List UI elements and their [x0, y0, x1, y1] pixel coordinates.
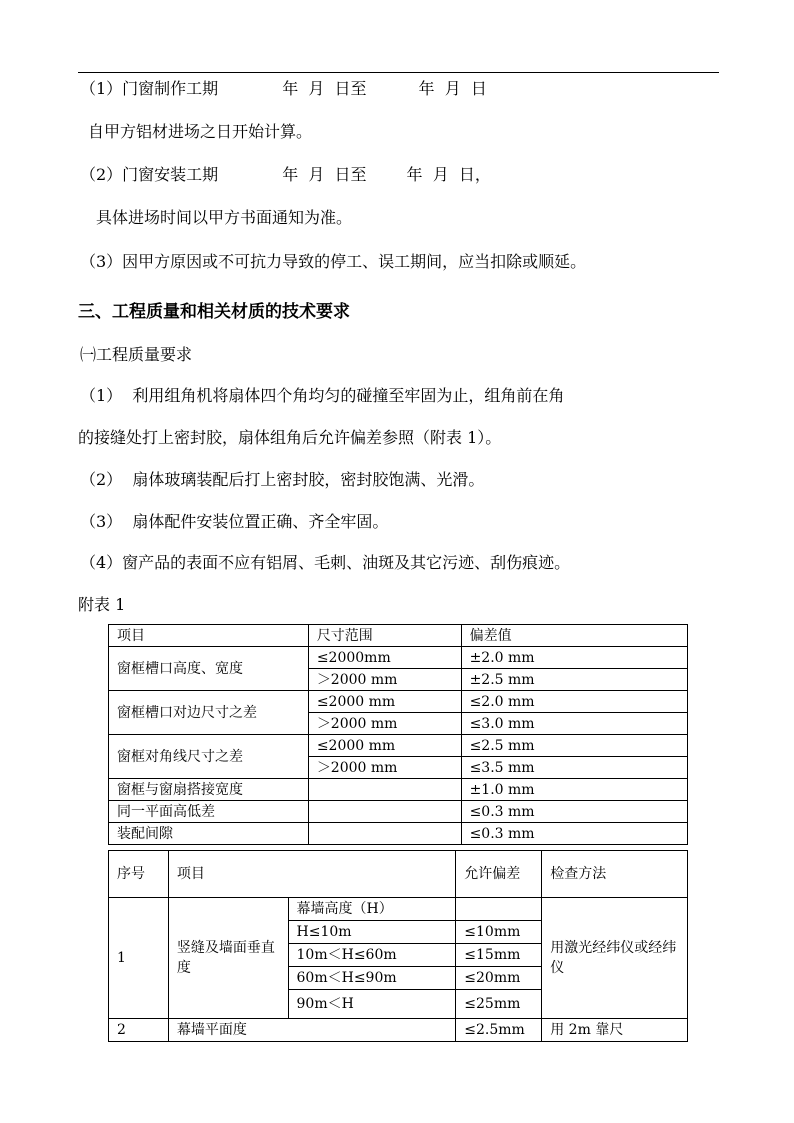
- date-from: 年 月 日至: [282, 79, 367, 98]
- subsection-heading: ㈠工程质量要求: [80, 345, 193, 364]
- date-to: 年 月 日: [418, 79, 487, 98]
- paragraph: （3）因甲方原因或不可抗力导致的停工、误工期间，应当扣除或顺延。: [80, 252, 587, 271]
- table-cell-range: 10m＜H≤60m: [288, 944, 456, 967]
- table-cell-empty: [456, 898, 542, 921]
- tolerance-table-1: [108, 624, 688, 845]
- table-cell-range: 90m＜H: [288, 990, 456, 1019]
- schedule-line-2: [80, 165, 491, 185]
- table-header-cell: 项目: [168, 851, 455, 898]
- date-to: 年 月 日，: [406, 165, 491, 184]
- table-cell-item: 竖缝及墙面垂直度: [168, 898, 288, 1019]
- table-cell-range: ＞2000 mm: [308, 669, 461, 691]
- table-cell-value: ≤2.0 mm: [461, 691, 687, 713]
- table-header-cell: 项目: [109, 625, 309, 647]
- table-header-cell: 序号: [109, 851, 169, 898]
- table-cell-range: [308, 823, 461, 845]
- paragraph: 具体进场时间以甲方书面通知为准。: [96, 208, 353, 227]
- table-cell-item: 窗框槽口对边尺寸之差: [109, 691, 309, 735]
- table-cell-tolerance: ≤25mm: [456, 990, 542, 1019]
- table-cell-subheader: 幕墙高度（H）: [288, 898, 456, 921]
- table-cell-item: 窗框与窗扇搭接宽度: [109, 779, 309, 801]
- table-row: [109, 647, 688, 669]
- tolerance-table-2: [108, 850, 688, 1042]
- header-rule: [78, 72, 719, 73]
- table-row: [109, 691, 688, 713]
- table-cell-item: 装配间隙: [109, 823, 309, 845]
- table-cell-method: 用激光经纬仪或经纬仪: [542, 898, 688, 1019]
- table-cell-tolerance: ≤10mm: [456, 921, 542, 944]
- table-cell-item: 窗框对角线尺寸之差: [109, 735, 309, 779]
- table-cell-value: ≤3.0 mm: [461, 713, 687, 735]
- table-header-cell: 检查方法: [542, 851, 688, 898]
- table-row: [109, 823, 688, 845]
- table-cell-value: ≤0.3 mm: [461, 823, 687, 845]
- table-title: 附表 1: [78, 595, 126, 614]
- table-row: [109, 898, 688, 921]
- paragraph: （4）窗产品的表面不应有铝屑、毛刺、油斑及其它污迹、刮伤痕迹。: [80, 553, 571, 572]
- table-cell-tolerance: ≤2.5mm: [456, 1019, 542, 1042]
- table-cell-range: ＞2000 mm: [308, 713, 461, 735]
- table-header-row: [109, 625, 688, 647]
- table-cell-range: [308, 779, 461, 801]
- table-row: [109, 735, 688, 757]
- table-cell-item: 窗框槽口高度、宽度: [109, 647, 309, 691]
- table-cell-range: [308, 801, 461, 823]
- table-cell-range: ≤2000 mm: [308, 691, 461, 713]
- table-cell-item: 同一平面高低差: [109, 801, 309, 823]
- table-cell-range: ≤2000 mm: [308, 735, 461, 757]
- table-cell-range: ＞2000 mm: [308, 757, 461, 779]
- table-cell-range: ≤2000mm: [308, 647, 461, 669]
- paragraph: （1） 利用组角机将扇体四个角均匀的碰撞至牢固为止，组角前在角: [80, 386, 565, 405]
- table-header-cell: 偏差值: [461, 625, 687, 647]
- table-cell-value: ≤2.5 mm: [461, 735, 687, 757]
- paragraph: 自甲方铝材进场之日开始计算。: [88, 122, 313, 141]
- table-cell-value: ≤0.3 mm: [461, 801, 687, 823]
- table-cell-value: ±2.5 mm: [461, 669, 687, 691]
- table-cell-range: 60m＜H≤90m: [288, 967, 456, 990]
- schedule-label: （2）门窗安装工期: [80, 165, 219, 184]
- table-cell-number: 1: [109, 898, 169, 1019]
- schedule-line-1: [80, 79, 487, 99]
- table-row: [109, 779, 688, 801]
- table-cell-value: ±2.0 mm: [461, 647, 687, 669]
- paragraph: （2） 扇体玻璃装配后打上密封胶，密封胶饱满、光滑。: [80, 470, 485, 489]
- table-cell-tolerance: ≤20mm: [456, 967, 542, 990]
- table-header-cell: 允许偏差: [456, 851, 542, 898]
- table-cell-range: H≤10m: [288, 921, 456, 944]
- schedule-label: （1）门窗制作工期: [80, 79, 219, 98]
- table-cell-item: 幕墙平面度: [168, 1019, 455, 1042]
- table-header-cell: 尺寸范围: [308, 625, 461, 647]
- table-cell-number: 2: [109, 1019, 169, 1042]
- paragraph: 的接缝处打上密封胶，扇体组角后允许偏差参照（附表 1）。: [78, 428, 502, 447]
- table-row: [109, 1019, 688, 1042]
- table-cell-method: 用 2m 靠尺: [542, 1019, 688, 1042]
- date-from: 年 月 日至: [282, 165, 367, 184]
- table-cell-value: ≤3.5 mm: [461, 757, 687, 779]
- table-row: [109, 801, 688, 823]
- paragraph: （3） 扇体配件安装位置正确、齐全牢固。: [80, 512, 389, 531]
- table-header-row: [109, 851, 688, 898]
- section-heading: 三、工程质量和相关材质的技术要求: [78, 302, 350, 322]
- table-cell-value: ±1.0 mm: [461, 779, 687, 801]
- table-cell-tolerance: ≤15mm: [456, 944, 542, 967]
